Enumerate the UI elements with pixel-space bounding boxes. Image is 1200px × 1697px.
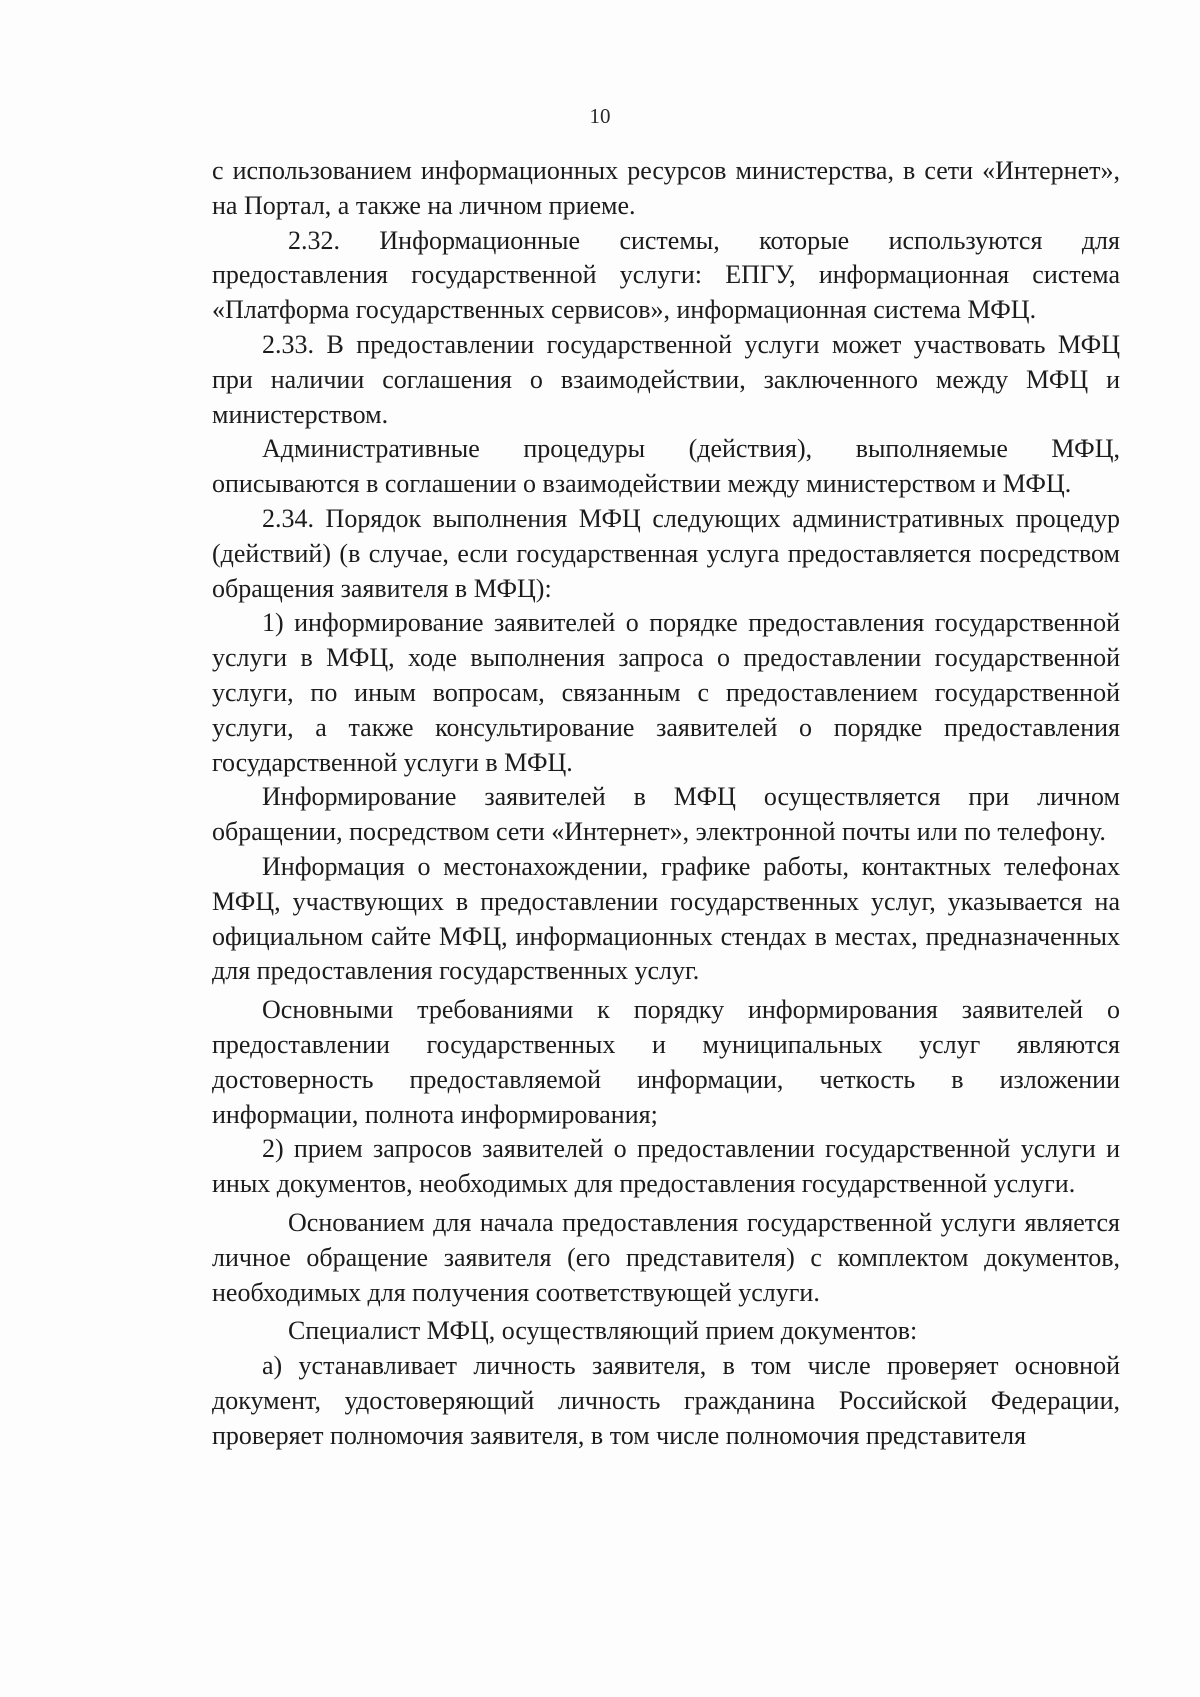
paragraph-informing: Информирование заявителей в МФЦ осуществляется при личном обращении, посредством сети «Интернет», электронной почты или по телефону. [212, 782, 1120, 847]
paragraph-item-1: 1) информирование заявителей о порядке предоставления государственной услуги в МФЦ, ходе выполнения запроса о предоставлении государственной услуги, по иным вопросам, связанным с предоставлением государственной услуги, а также консультирование заявителей о порядке предоставления государственной услуги в МФЦ. [212, 608, 1120, 777]
paragraph-item-a: а) устанавливает личность заявителя, в том числе проверяет основной документ, удостоверяющий личность гражданина Российской Федерации, проверяет полномочия заявителя, в том числе полномочия представителя [212, 1351, 1120, 1450]
paragraph-continuation: с использованием информационных ресурсов министерства, в сети «Интернет», на Портал, а также на личном приеме. [212, 156, 1120, 220]
paragraph-basis: Основанием для начала предоставления государственной услуги является личное обращение заявителя (его представителя) с комплектом документов, необходимых для получения соответствующей услуги. [212, 1207, 1120, 1307]
paragraph-requirements: Основными требованиями к порядку информирования заявителей о предоставлении государственных и муниципальных услуг являются достоверность предоставляемой информации, четкость в изложении информации, полнота информирования; [212, 995, 1120, 1129]
paragraph-2-34: 2.34. Порядок выполнения МФЦ следующих административных процедур (действий) (в случае, если государственная услуга предоставляется посредством обращения заявителя в МФЦ): [212, 503, 1120, 603]
paragraph-2-33: 2.33. В предоставлении государственной услуги может участвовать МФЦ при наличии соглашения о взаимодействии, заключенного между МФЦ и министерством. [212, 329, 1120, 429]
paragraph-2-32: 2.32. Информационные системы, которые используются для предоставления государственной услуги: ЕПГУ, информационная система «Платформа государственных сервисов», информационная система МФЦ. [212, 225, 1120, 325]
paragraph-specialist: Специалист МФЦ, осуществляющий прием документов: [288, 1316, 918, 1346]
body-text [212, 154, 1120, 1453]
paragraph-admin-procedures: Административные процедуры (действия), выполняемые МФЦ, описываются в соглашении о взаимодействии между министерством и МФЦ. [212, 434, 1120, 499]
paragraph-item-2: 2) прием запросов заявителей о предоставлении государственной услуги и иных документов, необходимых для предоставления государственной услуги. [212, 1134, 1120, 1199]
paragraph-location-info: Информация о местонахождении, графике работы, контактных телефонах МФЦ, участвующих в предоставлении государственных услуг, указывается на официальном сайте МФЦ, информационных стендах в местах, предназначенных для предоставления государственных услуг. [212, 851, 1120, 986]
page-number: 10 [589, 104, 611, 128]
